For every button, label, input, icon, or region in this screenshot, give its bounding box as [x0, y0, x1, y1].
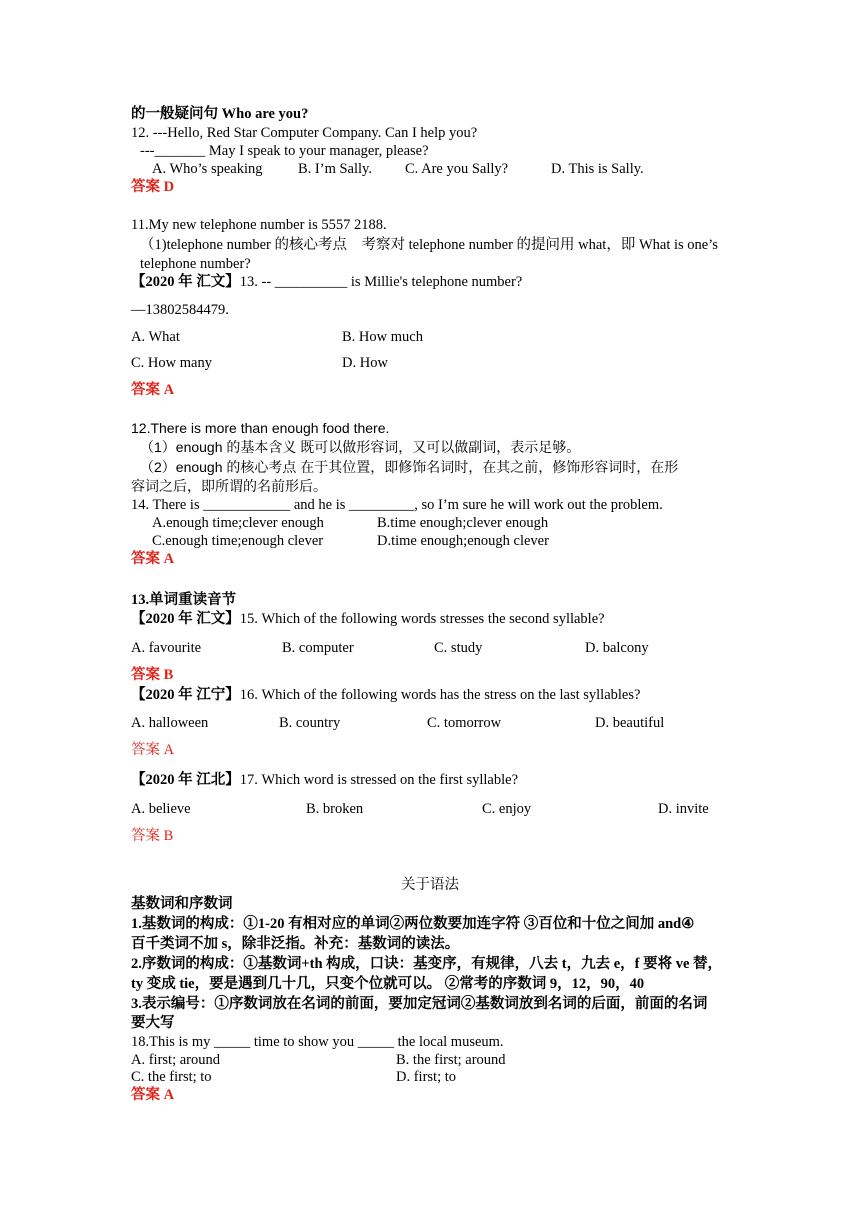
answer-15: 答案 B	[131, 667, 174, 683]
grammar-rule-3: 3.表示编号：①序数词放在名词的前面，要加定冠词②基数词放到名词的后面，前面的名词	[131, 996, 708, 1012]
option-c: C. study	[434, 640, 483, 656]
question-16-text: 16. Which of the following words has the stress on the last syllables?	[239, 687, 641, 703]
source-tag: 【2020 年 江北】	[131, 772, 240, 788]
question-17-text: 17. Which word is stressed on the first syllable?	[239, 772, 519, 788]
question-12-line2: ---_______ May I speak to your manager, please?	[140, 143, 429, 159]
option-c: C. the first; to	[131, 1069, 212, 1085]
sentence-12-note3: 容词之后，即所谓的名前形后。	[131, 478, 327, 494]
option-c: C. Are you Sally?	[405, 161, 509, 177]
option-c: C. How many	[131, 355, 212, 371]
grammar-rule-2: 2.序数词的构成：①基数词+th 构成，口诀：基变序，有规律，八去 t，九去 e，f 要将 ve 替，	[131, 956, 723, 972]
answer-17: 答案 B	[131, 828, 174, 844]
option-a: A. What	[131, 329, 180, 345]
question-17	[131, 771, 518, 789]
grammar-rule-1b: 百千类词不加 s，除非泛指。补充：基数词的读法。	[131, 936, 460, 952]
question-15	[131, 610, 605, 628]
option-d: D. invite	[658, 801, 709, 817]
option-c: C. enjoy	[482, 801, 532, 817]
option-b: B. broken	[306, 801, 364, 817]
option-d: D. first; to	[396, 1069, 457, 1085]
question-13-text: 13. -- __________ is Millie's telephone number?	[239, 274, 523, 290]
option-c: C. tomorrow	[427, 715, 502, 731]
answer-12: 答案 D	[131, 179, 175, 195]
sentence-11: 11.My new telephone number is 5557 2188.	[131, 217, 387, 233]
grammar-rule-3b: 要大写	[131, 1015, 175, 1031]
option-b: B. the first; around	[396, 1052, 506, 1068]
answer-14: 答案 A	[131, 551, 175, 567]
option-a: A. favourite	[131, 640, 202, 656]
option-d: D. beautiful	[595, 715, 665, 731]
grammar-subtitle: 基数词和序数词	[131, 896, 233, 912]
option-b: B. country	[279, 715, 341, 731]
grammar-heading: 关于语法	[401, 877, 459, 893]
question-13	[131, 273, 522, 291]
question-16	[131, 686, 640, 704]
question-12: 12. ---Hello, Red Star Computer Company. Can I help you?	[131, 125, 478, 141]
sentence-11-note: （1)telephone number 的核心考点 考察对 telephone number 的提问用 what，即 What is one’s	[140, 237, 718, 253]
option-d: D. How	[342, 355, 388, 371]
question-15-text: 15. Which of the following words stresses the second syllable?	[239, 611, 605, 627]
sentence-12-note1: （1）enough 的基本含义 既可以做形容词，又可以做副词，表示足够。	[140, 439, 581, 455]
option-d: D.time enough;enough clever	[377, 533, 549, 549]
option-a: A. halloween	[131, 715, 209, 731]
option-b: B. computer	[282, 640, 354, 656]
option-a: A. first; around	[131, 1052, 220, 1068]
source-tag: 【2020 年 江宁】	[131, 687, 240, 703]
answer-13: 答案 A	[131, 382, 175, 398]
section-13-title: 13.单词重读音节	[131, 592, 237, 608]
answer-16: 答案 A	[131, 742, 175, 758]
heading-line: 的一般疑问句 Who are you?	[131, 106, 309, 122]
answer-18: 答案 A	[131, 1087, 175, 1103]
question-14: 14. There is ____________ and he is _________, so I’m sure he will work out the problem.	[131, 497, 663, 513]
grammar-rule-2b: ty 变成 tie，要是遇到几十几，只变个位就可以。 ②常考的序数词 9，12，90，40	[131, 976, 645, 992]
source-tag: 【2020 年 汇文】	[131, 274, 240, 290]
option-a: A.enough time;clever enough	[152, 515, 324, 531]
option-b: B. I’m Sally.	[298, 161, 372, 177]
option-d: D. This is Sally.	[551, 161, 644, 177]
sentence-12: 12.There is more than enough food there.	[131, 420, 390, 436]
option-d: D. balcony	[585, 640, 649, 656]
question-18: 18.This is my _____ time to show you _____ the local museum.	[131, 1034, 504, 1050]
option-a: A. believe	[131, 801, 191, 817]
source-tag: 【2020 年 汇文】	[131, 611, 240, 627]
option-b: B.time enough;clever enough	[377, 515, 549, 531]
grammar-rule-1: 1.基数词的构成：①1-20 有相对应的单词②两位数要加连字符 ③百位和十位之间加 and④	[131, 916, 695, 932]
option-b: B. How much	[342, 329, 423, 345]
option-c: C.enough time;enough clever	[152, 533, 324, 549]
sentence-11-note2: telephone number?	[140, 256, 251, 272]
sentence-12-note2: （2）enough 的核心考点 在于其位置，即修饰名词时，在其之前，修饰形容词时，在形	[140, 459, 679, 475]
question-13-reply: —13802584479.	[131, 302, 229, 318]
option-a: A. Who’s speaking	[152, 161, 263, 177]
